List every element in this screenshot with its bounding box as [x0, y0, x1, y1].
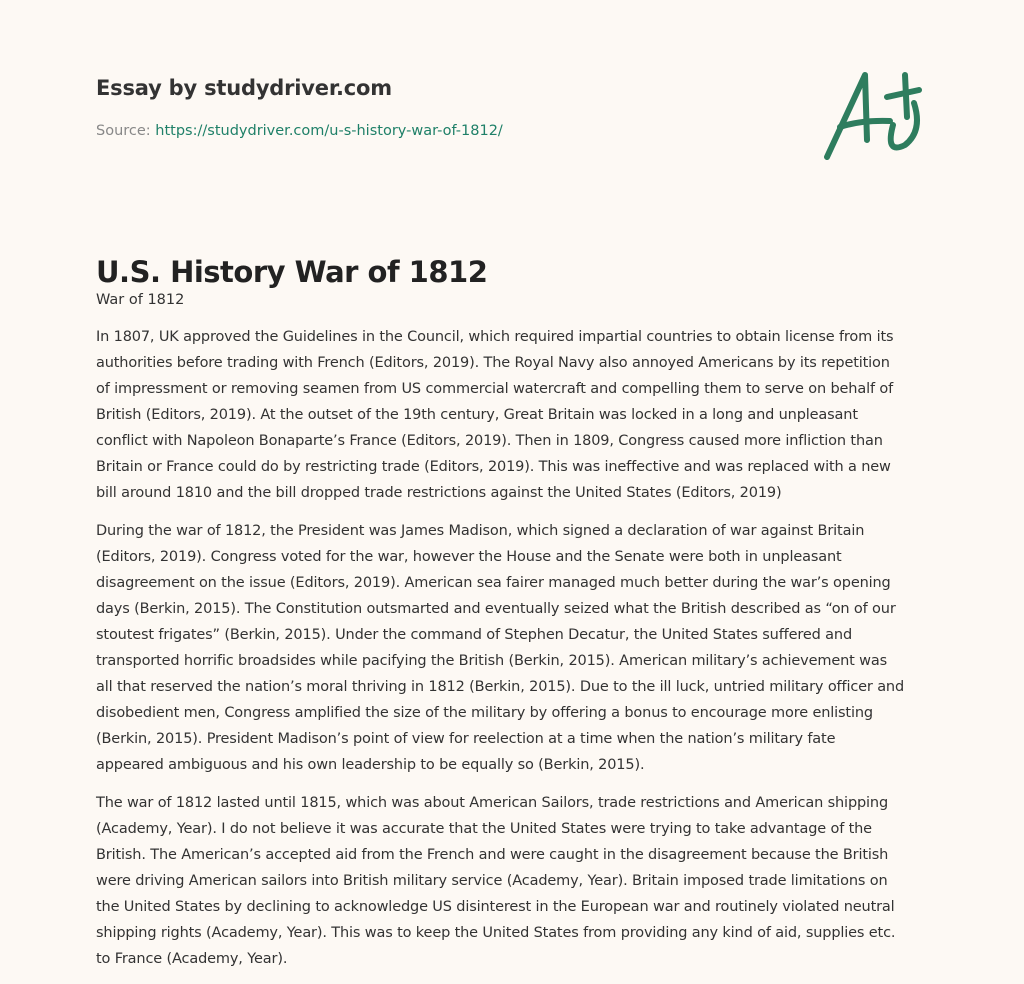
- source-label: Source:: [96, 123, 151, 139]
- essay-paragraph: [96, 790, 936, 972]
- paragraph-line: the United States by declining to acknowledge US disinterest in the European war and routinely violated neutral: [96, 899, 895, 915]
- source-link[interactable]: https://studydriver.com/u-s-history-war-of-1812/: [155, 123, 503, 139]
- source-line: [96, 123, 503, 139]
- paragraph-line: bill around 1810 and the bill dropped trade restrictions against the United States (Editors, 2019): [96, 485, 782, 501]
- paragraph-line: transported horrific broadsides while pacifying the British (Berkin, 2015). American military’s achievement was: [96, 653, 887, 669]
- paragraph-line: shipping rights (Academy, Year). This was to keep the United States from providing any kind of aid, supplies etc.: [96, 925, 896, 941]
- paragraph-line: Britain or France could do by restricting trade (Editors, 2019). This was ineffective and was replaced with a new: [96, 459, 891, 475]
- essay-paragraph: [96, 324, 936, 506]
- essay-title: U.S. History War of 1812: [96, 255, 488, 289]
- paragraph-line: In 1807, UK approved the Guidelines in the Council, which required impartial countries to obtain license from its: [96, 329, 894, 345]
- essay-subtitle: War of 1812: [96, 292, 185, 308]
- paragraph-line: conflict with Napoleon Bonaparte’s France (Editors, 2019). Then in 1809, Congress caused more infliction than: [96, 433, 883, 449]
- essay-body: [96, 287, 936, 984]
- essay-paragraph: [96, 518, 936, 778]
- paragraph-line: disobedient men, Congress amplified the size of the military by offering a bonus to encourage more enlisting: [96, 705, 873, 721]
- paragraph-line: days (Berkin, 2015). The Constitution outsmarted and eventually seized what the British described as “on of our: [96, 601, 896, 617]
- paragraph-line: British (Editors, 2019). At the outset of the 19th century, Great Britain was locked in a long and unpleasant: [96, 407, 858, 423]
- a-plus-logo-icon: [815, 65, 935, 170]
- paragraph-line: (Berkin, 2015). President Madison’s point of view for reelection at a time when the nation’s military fate: [96, 731, 836, 747]
- paragraph-line: (Academy, Year). I do not believe it was accurate that the United States were trying to take advantage of the: [96, 821, 872, 837]
- paragraph-line: The war of 1812 lasted until 1815, which was about American Sailors, trade restrictions and American shipping: [96, 795, 889, 811]
- paragraph-line: were driving American sailors into British military service (Academy, Year). Britain imposed trade limitations on: [96, 873, 888, 889]
- paragraph-line: to France (Academy, Year).: [96, 951, 288, 967]
- paragraph-line: all that reserved the nation’s moral thriving in 1812 (Berkin, 2015). Due to the ill luck, untried military officer and: [96, 679, 905, 695]
- paragraph-line: stoutest frigates” (Berkin, 2015). Under the command of Stephen Decatur, the United States suffered and: [96, 627, 852, 643]
- paragraph-line: of impressment or removing seamen from US commercial watercraft and compelling them to serve on behalf of: [96, 381, 894, 397]
- paragraph-line: appeared ambiguous and his own leadership to be equally so (Berkin, 2015).: [96, 757, 645, 773]
- paragraph-line: authorities before trading with French (Editors, 2019). The Royal Navy also annoyed Americans by its repetition: [96, 355, 890, 371]
- paragraph-line: disagreement on the issue (Editors, 2019). American sea fairer managed much better during the war’s opening: [96, 575, 891, 591]
- paragraph-line: (Editors, 2019). Congress voted for the war, however the House and the Senate were both in unpleasant: [96, 549, 842, 565]
- site-header-title: Essay by studydriver.com: [96, 76, 392, 100]
- paragraph-line: British. The American’s accepted aid from the French and were caught in the disagreement because the British: [96, 847, 889, 863]
- paragraph-line: During the war of 1812, the President was James Madison, which signed a declaration of war against Britain: [96, 523, 865, 539]
